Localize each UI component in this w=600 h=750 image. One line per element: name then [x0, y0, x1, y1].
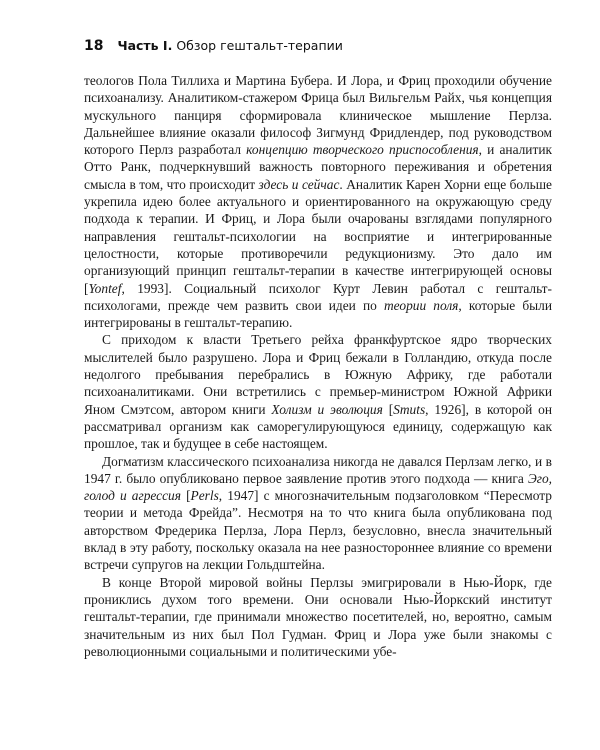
italic-run: Эго, голод и агрессия — [84, 470, 552, 504]
text-run: С приходом к власти Третьего рейха франкфуртское ядро творческих мыслителей было разрушено. Лора и Фриц бежали в Голландию, откуда после недолгого пребывания перебрались в Южную Африку, где работали психоаналитиками. Они встретились с премьер-министром Южной Африки Яном Смэтсом, автором книги — [84, 332, 552, 417]
body-text — [84, 72, 552, 660]
text-run: , 1993]. Социальный психолог Курт Левин работал с гештальт-психологами, прежде чем развить свои идеи по — [84, 280, 552, 313]
italic-run: Yontef — [88, 280, 122, 296]
italic-run: здесь и сейчас — [258, 176, 340, 192]
part-title: Обзор гештальт-терапии — [176, 38, 343, 53]
paragraph-1 — [84, 72, 552, 331]
text-run: теологов Пола Тиллиха и Мартина Бубера. И Лора, и Фриц проходили обучение психоанализу. Аналитиком-стажером Фрица был Вильгельм Райх, чья концепция мускульного панциря сформировала клиническое мышление Перлза. Дальнейшее влияние оказали философ Зигмунд Фридлендер, под руководством которого Перлз разработал — [84, 73, 552, 158]
italic-run: Smuts — [393, 401, 426, 417]
paragraph-3 — [84, 453, 552, 574]
text-run: , 1926], в которой он рассматривал организм как саморегулирующуюся единицу, содержащую как прошлое, так и будущее в себе настоящем. — [84, 401, 552, 452]
text-run: , 1947] с многозначительным подзаголовком “Пересмотр теории и метода Фрейда”. Несмотря на то что книга была опубликована под авторством Фредерика Перлза, Лора Перлз, безусловно, внесла значительный вклад в эту работу, поскольку оказала на нее разностороннее влияние со времени встречи супругов на лекции Гольдштейна. — [84, 488, 552, 573]
text-run: . Аналитик Карен Хорни еще больше укрепила идею более актуального и ориентированного на окружающую среду подхода к терапии. И Фриц, и Лора были очарованы взглядами популярного направления гештальт-психологии на восприятие и интегрированные целостности, которые противоречили редукционизму. Это дало им организующий принцип гештальт-терапии в качестве интегрирующей основы [ — [84, 176, 552, 296]
running-head — [84, 38, 343, 54]
italic-run: теории поля — [383, 297, 459, 313]
italic-run: концепцию творческого приспособления — [246, 142, 479, 158]
text-run: , которые были интегрированы в гештальт-терапию. — [84, 297, 552, 331]
text-run: Догматизм классического психоанализа никогда не давался Перлзам легко, и в 1947 г. было опубликовано первое заявление против этого подхода — книга — [84, 453, 552, 486]
page-number: 18 — [84, 38, 104, 54]
text-run: В конце Второй мировой войны Перлзы эмигрировали в Нью-Йорк, где прониклись духом того времени. Они основали Нью-Йоркский институт гештальт-терапии, где принимали множество посетителей, но, вероятно, самым значительным из них был Пол Гудман. Фриц и Лора уже были знакомы с революционными социальными и политическими убе- — [84, 574, 552, 659]
italic-run: Холизм и эволюция — [271, 401, 383, 417]
text-run: , и аналитик Отто Ранк, подчеркнувший важность повторного переживания и обретения смысла в том, что происходит — [84, 142, 552, 192]
part-label: Часть I. — [117, 38, 173, 53]
paragraph-4 — [84, 574, 552, 660]
text-run: [ — [180, 488, 191, 504]
text-run: [ — [382, 401, 394, 417]
paragraph-2 — [84, 331, 552, 452]
italic-run: Perls — [190, 488, 219, 504]
